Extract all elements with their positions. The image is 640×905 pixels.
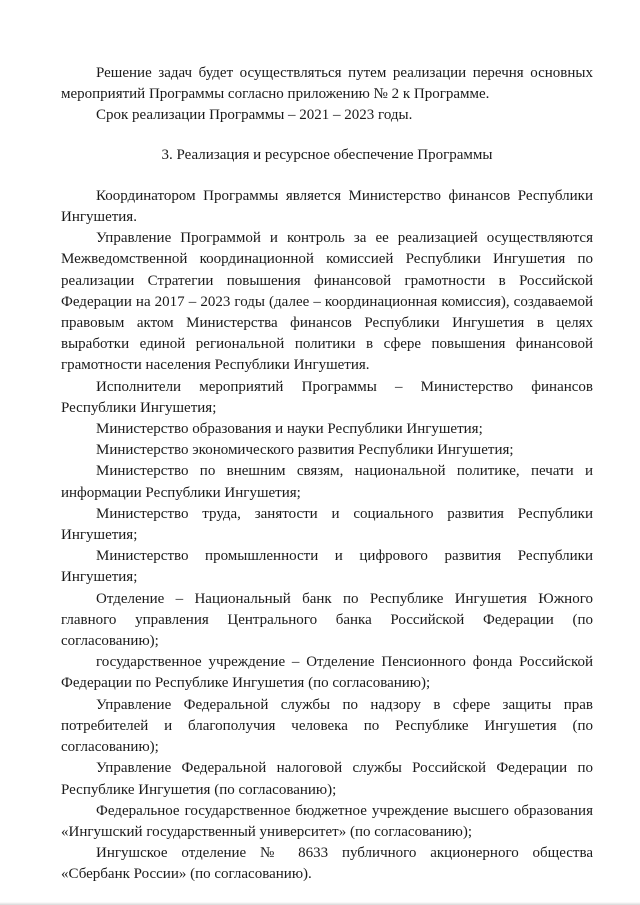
document-body (61, 63, 593, 886)
executor-item: Министерство образования и науки Республики Ингушетия; (96, 421, 483, 438)
section-heading: 3. Реализация и ресурсное обеспечение Программы (161, 146, 493, 163)
executor-item: Отделение – Национальный банк по Республике Ингушетия Южного главного управления Центрального банка Российской Федерации (по согласованию); (61, 590, 593, 650)
paragraph-tasks: Решение задач будет осуществляться путем реализации перечня основных мероприятий Программы согласно приложению № 2 к Программе. (61, 65, 593, 103)
executor-item: Управление Федеральной службы по надзору в сфере защиты прав потребителей и благополучия человека по Республике Ингушетия (по согласованию); (61, 696, 593, 756)
executor-item: государственное учреждение – Отделение Пенсионного фонда Российской Федерации по Республике Ингушетия (по согласованию); (61, 654, 593, 692)
executor-item: Министерство экономического развития Республики Ингушетия; (96, 442, 514, 459)
executor-item: Министерство промышленности и цифрового развития Республики Ингушетия; (61, 548, 593, 586)
executor-item: Министерство труда, занятости и социального развития Республики Ингушетия; (61, 505, 593, 544)
executor-item: Министерство по внешним связям, национальной политике, печати и информации Республики Ингушетия; (61, 463, 593, 501)
paragraph-management: Управление Программой и контроль за ее реализацией осуществляются Межведомственной координационной комиссией Республики Ингушетия по реализации Стратегии повышения финансовой грамотности в Российской Федерации на 2017 – 2023 годы (далее – координационная комиссия), создаваемой правовым актом Министерства финансов Республики Ингушетия в целях выработки единой региональной политики в сфере повышения финансовой грамотности населения Республики Ингушетия. (61, 230, 593, 374)
executor-item: Управление Федеральной налоговой службы Российской Федерации по Республике Ингушетия (по согласованию); (61, 760, 593, 798)
paragraph-coordinator: Координатором Программы является Министерство финансов Республики Ингушетия. (61, 187, 593, 226)
paragraph-executors: Исполнители мероприятий Программы – Министерство финансов Республики Ингушетия; (61, 378, 593, 416)
paragraph-term: Срок реализации Программы – 2021 – 2023 годы. (96, 107, 413, 124)
executor-item: Ингушское отделение № 8633 публичного акционерного общества «Сбербанк России» (по согласованию). (61, 845, 593, 883)
executor-item: Федеральное государственное бюджетное учреждение высшего образования «Ингушский государственный университет» (по согласованию); (61, 802, 593, 840)
